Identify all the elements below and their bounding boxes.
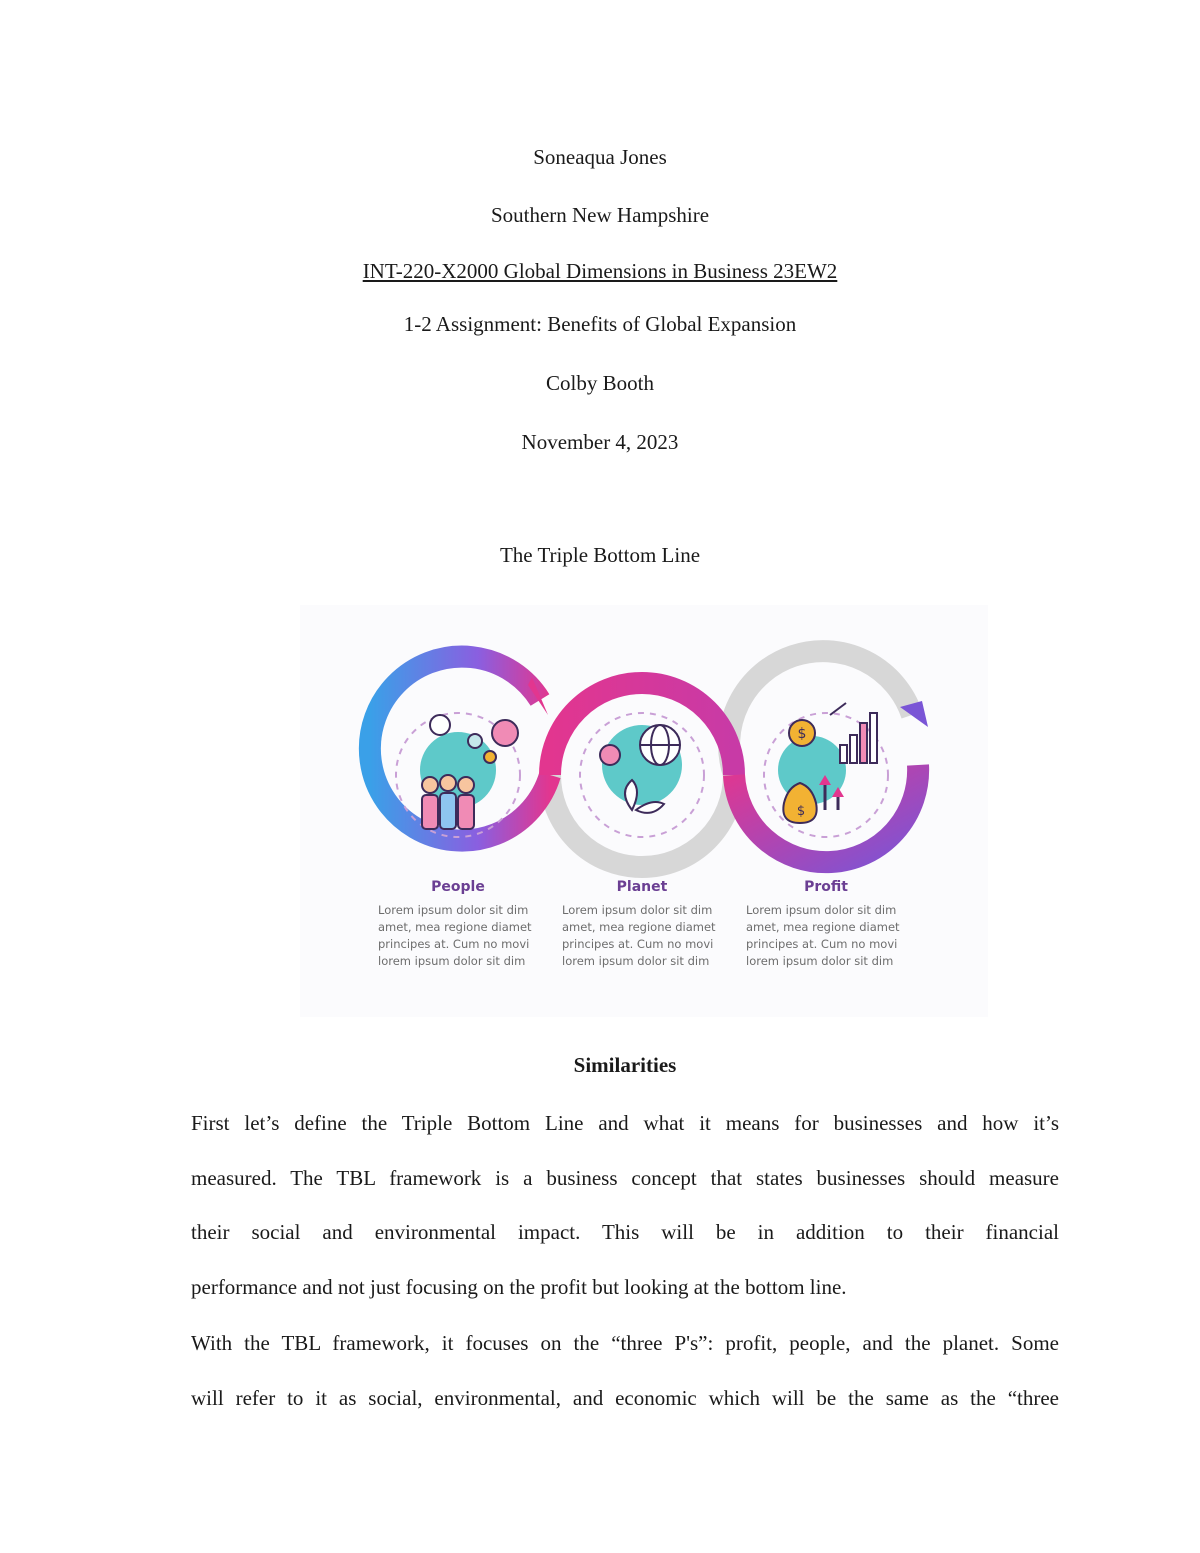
paragraph-1-line-1: First let’s define the Triple Bottom Line and what it means for businesses and how it’s [191,1111,1059,1135]
planet-text-3: principes at. Cum no movi [562,937,714,951]
figure-caption: The Triple Bottom Line [499,543,701,567]
people-icon [420,715,518,829]
people-title: People [431,879,485,895]
profit-icon [778,703,877,823]
paragraph-2 [191,1316,1059,1425]
profit-text-3: principes at. Cum no movi [746,937,898,951]
assignment-line: 1-2 Assignment: Benefits of Global Expansion [403,312,797,336]
svg-text:$: $ [796,804,806,819]
paragraph-1-line-2: measured. The TBL framework is a business concept that states businesses should measure [191,1165,1059,1190]
course-link: INT-220-X2000 Global Dimensions in Business 23EW2 [362,259,838,283]
profit-title: Profit [804,879,848,895]
people-text-3: principes at. Cum no movi [378,937,530,951]
instructor-line: Colby Booth [546,371,654,395]
paragraph-1-line-4: performance and not just focusing on the profit but looking at the bottom line. [191,1274,847,1299]
planet-text-4: lorem ipsum dolor sit dim [562,954,710,968]
paragraph-1-line-3: their social and environmental impact. This will be in addition to their financial [191,1220,1059,1244]
profit-text-2: amet, mea regione diamet [746,920,900,934]
course-line [0,258,1200,284]
planet-text-1: Lorem ipsum dolor sit dim [562,903,713,917]
planet-text-2: amet, mea regione diamet [562,920,716,934]
people-text-1: Lorem ipsum dolor sit dim [378,903,529,917]
author-line: Soneaqua Jones [533,145,667,169]
paragraph-2-line-1: With the TBL framework, it focuses on the “three P's”: profit, people, and the planet. Some [191,1331,1059,1355]
tbl-infographic [300,605,988,1017]
people-text-4: lorem ipsum dolor sit dim [378,954,526,968]
school-line: Southern New Hampshire [490,203,710,227]
tbl-infographic-svg [300,605,988,1017]
profit-text-4: lorem ipsum dolor sit dim [746,954,894,968]
profit-text-1: Lorem ipsum dolor sit dim [746,903,897,917]
paragraph-2-line-2: will refer to it as social, environmental, and economic which will be the same as the “three [191,1385,1059,1410]
section-heading: Similarities [573,1053,677,1077]
planet-icon [600,725,682,813]
paragraph-1 [191,1096,1059,1314]
planet-title: Planet [616,879,668,895]
date-line: November 4, 2023 [521,430,679,454]
people-text-2: amet, mea regione diamet [378,920,532,934]
svg-text:$: $ [797,726,807,742]
